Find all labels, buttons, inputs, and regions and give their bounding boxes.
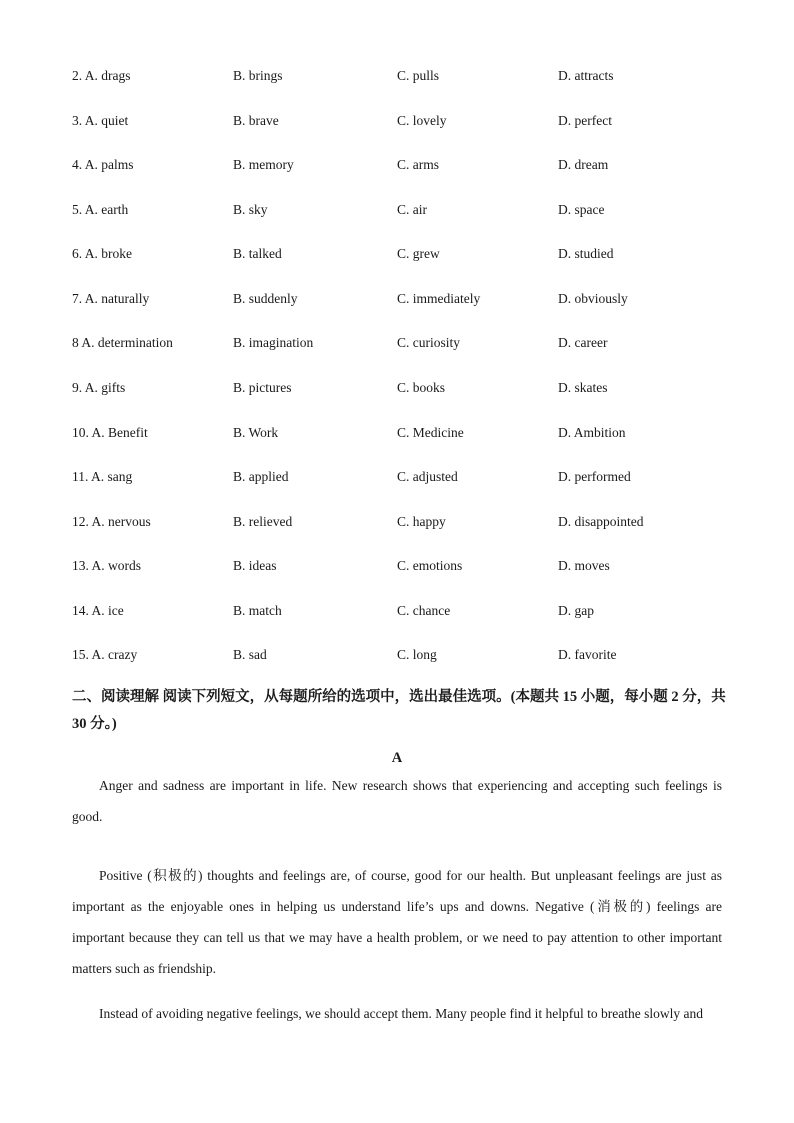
question-row-13 bbox=[0, 554, 794, 578]
question-row-12 bbox=[0, 510, 794, 534]
question-row-3 bbox=[0, 109, 794, 133]
option-a: 12. A. nervous bbox=[72, 514, 151, 529]
option-d: D. performed bbox=[558, 469, 631, 484]
question-row-14 bbox=[0, 599, 794, 623]
option-b: B. sad bbox=[233, 647, 267, 662]
option-b: B. sky bbox=[233, 202, 268, 217]
option-d: D. moves bbox=[558, 558, 610, 573]
option-a: 5. A. earth bbox=[72, 202, 129, 217]
option-d: D. obviously bbox=[558, 291, 628, 306]
option-b: B. relieved bbox=[233, 514, 293, 529]
option-b: B. Work bbox=[233, 425, 279, 440]
option-b: B. match bbox=[233, 603, 282, 618]
option-a: 14. A. ice bbox=[72, 603, 124, 618]
option-b: B. suddenly bbox=[233, 291, 298, 306]
option-a: 11. A. sang bbox=[72, 469, 133, 484]
option-c: C. lovely bbox=[397, 113, 447, 128]
option-b: B. pictures bbox=[233, 380, 292, 395]
option-c: C. air bbox=[397, 202, 427, 217]
option-b: B. talked bbox=[233, 246, 282, 261]
option-c: C. chance bbox=[397, 603, 451, 618]
question-row-6 bbox=[0, 242, 794, 266]
option-d: D. attracts bbox=[558, 68, 614, 83]
option-a: 6. A. broke bbox=[72, 246, 132, 261]
option-c: C. happy bbox=[397, 514, 446, 529]
option-a: 15. A. crazy bbox=[72, 647, 138, 662]
paragraph-2: Positive (积极的) thoughts and feelings are, of course, good for our health. But unpleasant feelings are just as important as the enjoyable ones in helping us understand life’s ups and downs. Negative (消极的) feelings are important because they can tell us that we may have a health problem, or we need to pay attention to other important matters such as friendship. bbox=[72, 868, 722, 976]
option-b: B. brings bbox=[233, 68, 283, 83]
option-c: C. grew bbox=[397, 246, 440, 261]
option-d: D. space bbox=[558, 202, 605, 217]
option-c: C. curiosity bbox=[397, 335, 460, 350]
option-a: 10. A. Benefit bbox=[72, 425, 148, 440]
option-c: C. emotions bbox=[397, 558, 463, 573]
question-row-2 bbox=[0, 64, 794, 88]
option-b: B. memory bbox=[233, 157, 294, 172]
option-d: D. studied bbox=[558, 246, 614, 261]
option-a: 4. A. palms bbox=[72, 157, 134, 172]
option-b: B. applied bbox=[233, 469, 289, 484]
option-b: B. brave bbox=[233, 113, 279, 128]
option-d: D. favorite bbox=[558, 647, 617, 662]
option-d: D. perfect bbox=[558, 113, 612, 128]
question-row-11 bbox=[0, 465, 794, 489]
option-d: D. dream bbox=[558, 157, 609, 172]
question-row-7 bbox=[0, 287, 794, 311]
option-d: D. skates bbox=[558, 380, 608, 395]
option-a: 2. A. drags bbox=[72, 68, 131, 83]
option-d: D. gap bbox=[558, 603, 594, 618]
paragraph-3: Instead of avoiding negative feelings, we should accept them. Many people find it helpful to breathe slowly and bbox=[99, 1006, 703, 1021]
option-c: C. adjusted bbox=[397, 469, 458, 484]
option-d: D. Ambition bbox=[558, 425, 626, 440]
question-row-8 bbox=[0, 331, 794, 355]
option-c: C. Medicine bbox=[397, 425, 464, 440]
option-c: C. books bbox=[397, 380, 446, 395]
option-a: 8 A. determination bbox=[72, 335, 173, 350]
option-d: D. disappointed bbox=[558, 514, 644, 529]
option-a: 9. A. gifts bbox=[72, 380, 126, 395]
option-c: C. arms bbox=[397, 157, 439, 172]
option-a: 3. A. quiet bbox=[72, 113, 129, 128]
question-row-15 bbox=[0, 643, 794, 667]
option-a: 13. A. words bbox=[72, 558, 142, 573]
passage-label: A bbox=[391, 750, 403, 766]
option-c: C. long bbox=[397, 647, 437, 662]
question-row-10 bbox=[0, 421, 794, 445]
option-c: C. pulls bbox=[397, 68, 440, 83]
question-row-5 bbox=[0, 198, 794, 222]
option-c: C. immediately bbox=[397, 291, 481, 306]
paragraph-1: Anger and sadness are important in life. New research shows that experiencing and accepting such feelings is good. bbox=[72, 778, 722, 824]
option-a: 7. A. naturally bbox=[72, 291, 150, 306]
option-b: B. ideas bbox=[233, 558, 277, 573]
section-heading: 二、阅读理解 阅读下列短文，从每题所给的选项中，选出最佳选项。(本题共 15 小题，每小题 2 分，共 30 分。) bbox=[72, 689, 726, 732]
question-row-4 bbox=[0, 153, 794, 177]
option-b: B. imagination bbox=[233, 335, 314, 350]
option-d: D. career bbox=[558, 335, 608, 350]
question-row-9 bbox=[0, 376, 794, 400]
